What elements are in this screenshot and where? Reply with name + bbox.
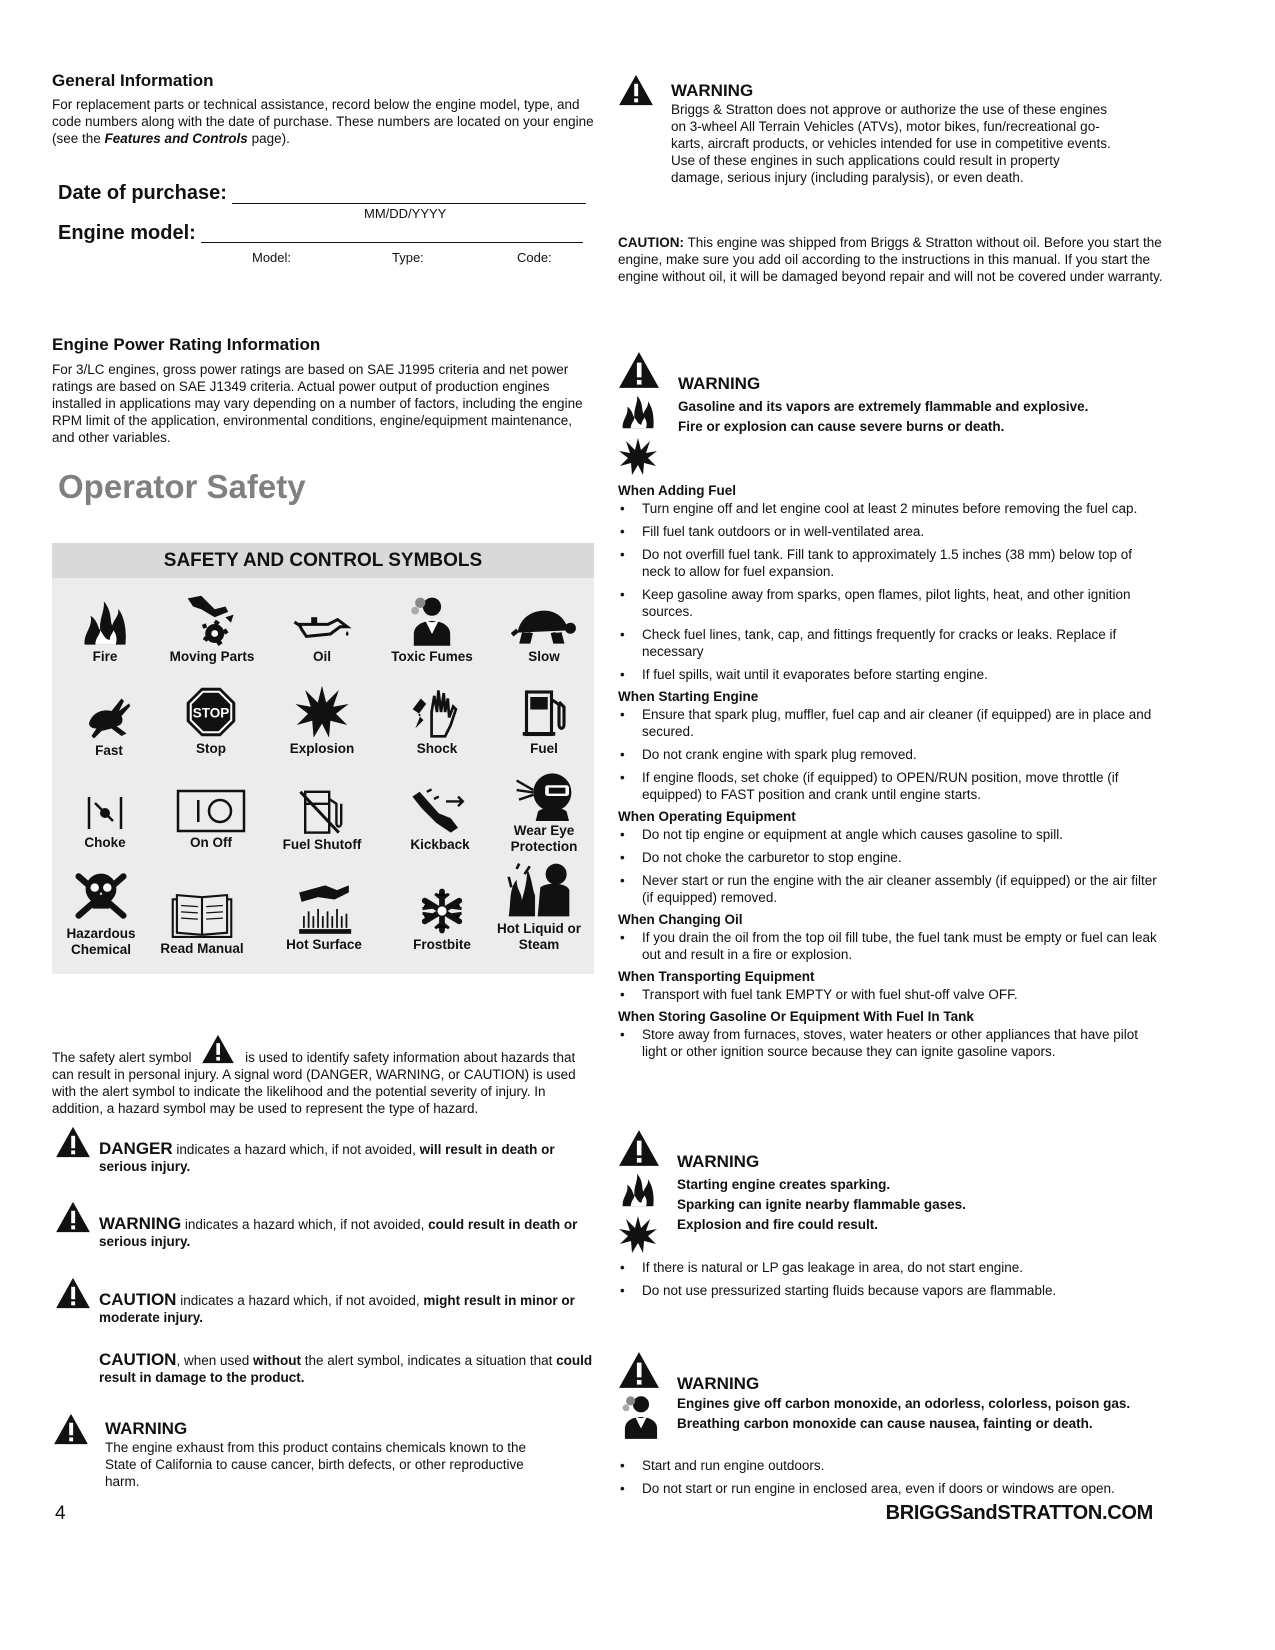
list-item: • Transport with fuel tank EMPTY or with fuel shut-off valve OFF.: [618, 986, 1163, 1003]
model-hint: Model:: [252, 250, 292, 265]
warning-definition: WARNING indicates a hazard which, if not avoided, could result in death or serious injury.: [99, 1214, 578, 1249]
symbol-hot-liquid-steam: Hot Liquid or Steam: [484, 861, 594, 953]
atv-warning: WARNING Briggs & Stratton does not approve or authorize the use of these engines on 3-wheel All Terrain Vehicles (ATVs), motor bikes, fun/recreational go-karts, aircraft products, or vehicles intended for use in competitive events. Use of these engines in such applications could result in property damage, serious injury (including paralysis), or even death.: [671, 81, 1111, 185]
date-of-purchase-label: Date of purchase:: [58, 182, 227, 204]
warn4-icons: [618, 1351, 664, 1445]
code-hint: Code:: [517, 250, 552, 265]
power-rating-text: For 3/LC engines, gross power ratings are based on SAE J1995 criteria and net power ratings are based on SAE J1349 criteria. Actual power output of production engines installed in applications may vary depending on a number of factors, including the engine RPM limit of the application, environmental conditions, engine/equipment maintenance, and other variables.: [52, 362, 583, 445]
list-item: • Fill fuel tank outdoors or in well-ventilated area.: [618, 523, 1163, 540]
safety-symbols-panel: [52, 543, 594, 974]
caution-no-symbol-definition: CAUTION, when used without the alert symbol, indicates a situation that could result in damage to the product.: [99, 1350, 593, 1385]
list-item: • Do not tip engine or equipment at angle which causes gasoline to spill.: [618, 826, 1163, 843]
warn2-triangle-icon: [618, 351, 660, 389]
warn4-toxic-fumes-icon: [618, 1394, 664, 1440]
danger-definition: DANGER indicates a hazard which, if not avoided, will result in death or serious injury.: [99, 1139, 555, 1174]
safety-symbols-title: SAFETY AND CONTROL SYMBOLS: [52, 543, 594, 578]
sparking-list: [618, 1259, 1163, 1305]
warn2-icons: [618, 351, 664, 482]
hazardous-chemical-icon: [73, 868, 129, 924]
symbol-hazardous-chemical: Hazardous Chemical: [46, 868, 156, 958]
warn3-icons: [618, 1129, 664, 1260]
hot-surface-icon: [294, 883, 354, 935]
symbol-frostbite: Frostbite: [387, 887, 497, 953]
symbol-on-off: On Off: [156, 789, 266, 851]
warn3-triangle-icon: [618, 1129, 660, 1167]
warn3-explosion-icon: [618, 1213, 658, 1255]
prop65-warning: WARNING The engine exhaust from this product contains chemicals known to the State of California to cause cancer, birth defects, or other reproductive harm.: [105, 1419, 526, 1489]
fuel-icon: [519, 685, 569, 739]
symbol-fast: Fast: [54, 691, 164, 759]
oil-icon: [292, 609, 352, 647]
general-information-title: General Information: [52, 71, 214, 90]
alert-triangle-icon: [201, 1034, 235, 1064]
list-item: • Turn engine off and let engine cool at least 2 minutes before removing the fuel cap.: [618, 500, 1163, 517]
symbol-shock: Shock: [382, 685, 492, 757]
hot-liquid-icon: [506, 861, 572, 919]
operator-safety-heading: Operator Safety: [58, 468, 306, 505]
list-item: • Do not overfill fuel tank. Fill tank to approximately 1.5 inches (38 mm) below top of neck to allow for fuel expansion.: [618, 546, 1163, 580]
list-item: • Check fuel lines, tank, cap, and fittings frequently for cracks or leaks. Replace if necessary: [618, 626, 1163, 660]
list-item: • Store away from furnaces, stoves, water heaters or other appliances that have pilot light or other ignition source because they can ignite gasoline vapors.: [618, 1026, 1163, 1060]
list-item: • Do not start or run engine in enclosed area, even if doors or windows are open.: [618, 1480, 1163, 1497]
footer-website[interactable]: BRIGGSandSTRATTON.COM: [885, 1502, 1153, 1524]
list-item: • Do not use pressurized starting fluids because vapors are flammable.: [618, 1282, 1163, 1299]
list-item: • If there is natural or LP gas leakage in area, do not start engine.: [618, 1259, 1163, 1276]
fuel-shutoff-icon: [297, 787, 347, 835]
symbol-wear-eye-protection: Wear Eye Protection: [489, 771, 599, 855]
symbol-oil: Oil: [267, 609, 377, 665]
on-off-icon: [176, 789, 246, 833]
warning-triangle-icon: [55, 1201, 91, 1238]
power-rating-section: [52, 335, 597, 446]
list-item: • If engine floods, set choke (if equipped) to OPEN/RUN position, move throttle (if equipped) to FAST position and crank until engine starts.: [618, 769, 1163, 803]
power-rating-title: Engine Power Rating Information: [52, 335, 321, 354]
general-information-section: [52, 71, 597, 147]
symbol-kickback: Kickback: [385, 787, 495, 853]
explosion-icon: [294, 683, 350, 739]
type-hint: Type:: [392, 250, 424, 265]
danger-triangle-icon: [55, 1126, 91, 1163]
list-item: • Keep gasoline away from sparks, open flames, pilot lights, heat, and other ignition sources.: [618, 586, 1163, 620]
read-manual-icon: [170, 893, 234, 939]
fire-icon: [75, 599, 135, 647]
symbol-fuel-shutoff: Fuel Shutoff: [267, 787, 377, 853]
warn2-explosion-icon: [618, 435, 658, 477]
frostbite-icon: [419, 887, 465, 935]
engine-model-field[interactable]: [201, 242, 583, 243]
list-item: • Ensure that spark plug, muffler, fuel cap and air cleaner (if equipped) are in place and secured.: [618, 706, 1163, 740]
caution-triangle-icon: [55, 1277, 91, 1314]
symbol-slow: Slow: [489, 605, 599, 665]
page-number: 4: [55, 1503, 66, 1524]
kickback-icon: [410, 787, 470, 835]
warn3-fire-icon: [618, 1172, 658, 1208]
fuel-safety-list: When Adding Fuel • Turn engine off and let engine cool at least 2 minutes before removing the fuel cap. • Fill fuel tank outdoors or in well-ventilated area. • Do not overfill fuel tank. Fill tank to approximately 1.5 inches (38 mm) below top of neck to allow for fuel expansion. • Keep gasoline away from sparks, open flames, pilot lights, heat, and other ignition sources. • Check fuel lines, tank, cap, and fittings frequently for cracks or leaks. Replace if necessary • If fuel spills, wait until it evaporates before starting engine. When Starting Engine • Ensure that spark plug, muffler, fuel cap and air cleaner (if equipped) are in place and secured. • Do not crank engine with spark plug removed. • If engine floods, set choke (if equipped) to OPEN/RUN position, move throttle (if equipped) to FAST position and crank until engine starts. When Operating Equipment • Do not tip engine or equipment at angle which causes gasoline to spill. • Do not choke the carburetor to stop engine. • Never start or run the engine with the air cleaner assembly (if equipped) or the air filter (if equipped) removed. When Changing Oil • If you drain the oil from the top oil fill tube, the fuel tank must be empty or fuel can leak out and result in a fire or explosion. When Transporting Equipment • Transport with fuel tank EMPTY or with fuel shut-off valve OFF. When Storing Gasoline Or Equipment With Fuel In Tank • Store away from furnaces, stoves, water heaters or other appliances that have pilot light or other ignition source because they can ignite gasoline vapors.: [618, 479, 1163, 1066]
stop-icon: [183, 685, 239, 739]
list-item: • If you drain the oil from the top oil fill tube, the fuel tank must be empty or fuel can leak out and result in a fire or explosion.: [618, 929, 1163, 963]
choke-icon: [85, 793, 125, 833]
sparking-warning: WARNING Starting engine creates sparking. Sparking can ignite nearby flammable gases. Explosion and fire could result.: [677, 1152, 966, 1232]
engine-model-label: Engine model:: [58, 222, 196, 244]
list-item: • Do not choke the carburetor to stop engine.: [618, 849, 1163, 866]
prop65-triangle-icon: [53, 1413, 89, 1450]
toxic-fumes-icon: [404, 595, 460, 647]
list-item: • Do not crank engine with spark plug removed.: [618, 746, 1163, 763]
symbol-moving-parts: Moving Parts: [157, 593, 267, 665]
symbol-explosion: Explosion: [267, 683, 377, 757]
symbol-toxic-fumes: Toxic Fumes: [377, 595, 487, 665]
symbol-stop: STOP Stop: [156, 685, 266, 757]
gasoline-warning: WARNING Gasoline and its vapors are extremely flammable and explosive. Fire or explosion can cause severe burns or death.: [678, 374, 1089, 434]
slow-icon: [511, 605, 577, 647]
date-format-hint: MM/DD/YYYY: [364, 206, 447, 221]
symbol-fuel: Fuel: [489, 685, 599, 757]
list-item: • Start and run engine outdoors.: [618, 1457, 1163, 1474]
carbon-monoxide-list: [618, 1457, 1163, 1503]
warn1-triangle-icon: [618, 74, 654, 111]
symbol-choke: Choke: [50, 793, 160, 851]
list-item: • Never start or run the engine with the air cleaner assembly (if equipped) or the air filter (if equipped) removed.: [618, 872, 1163, 906]
svg-text:STOP: STOP: [192, 705, 230, 721]
carbon-monoxide-warning: WARNING Engines give off carbon monoxide, an odorless, colorless, poison gas. Breathing carbon monoxide can cause nausea, fainting or death.: [677, 1374, 1131, 1431]
warn2-fire-icon: [618, 394, 658, 430]
shock-icon: [409, 685, 465, 739]
symbol-fire: Fire: [50, 599, 160, 665]
eye-protection-icon: [514, 771, 574, 821]
moving-parts-icon: [184, 593, 240, 647]
caution-definition: CAUTION indicates a hazard which, if not avoided, might result in minor or moderate injury.: [99, 1290, 575, 1325]
date-of-purchase-field[interactable]: [232, 203, 586, 204]
general-information-text: For replacement parts or technical assistance, record below the engine model, type, and code numbers along with the date of purchase. These numbers are located on your engine (see the Features and Controls page).: [52, 97, 594, 146]
symbol-read-manual: Read Manual: [147, 893, 257, 957]
safety-alert-paragraph: The safety alert symbol is used to identify safety information about hazards that can result in personal injury. A signal word (DANGER, WARNING, or CAUTION) is used with the alert symbol to indicate the likelihood and the potential severity of injury. In addition, a hazard symbol may be used to represent the type of hazard.: [52, 1034, 597, 1117]
list-item: • If fuel spills, wait until it evaporates before starting engine.: [618, 666, 1163, 683]
fast-icon: [81, 691, 137, 741]
warn4-triangle-icon: [618, 1351, 660, 1389]
oil-caution: CAUTION: This engine was shipped from Briggs & Stratton without oil. Before you start the engine, make sure you add oil according to the instructions in this manual. If you start the engine without oil, it will be damaged beyond repair and will not be covered under warranty.: [618, 235, 1163, 284]
symbol-hot-surface: Hot Surface: [269, 883, 379, 953]
